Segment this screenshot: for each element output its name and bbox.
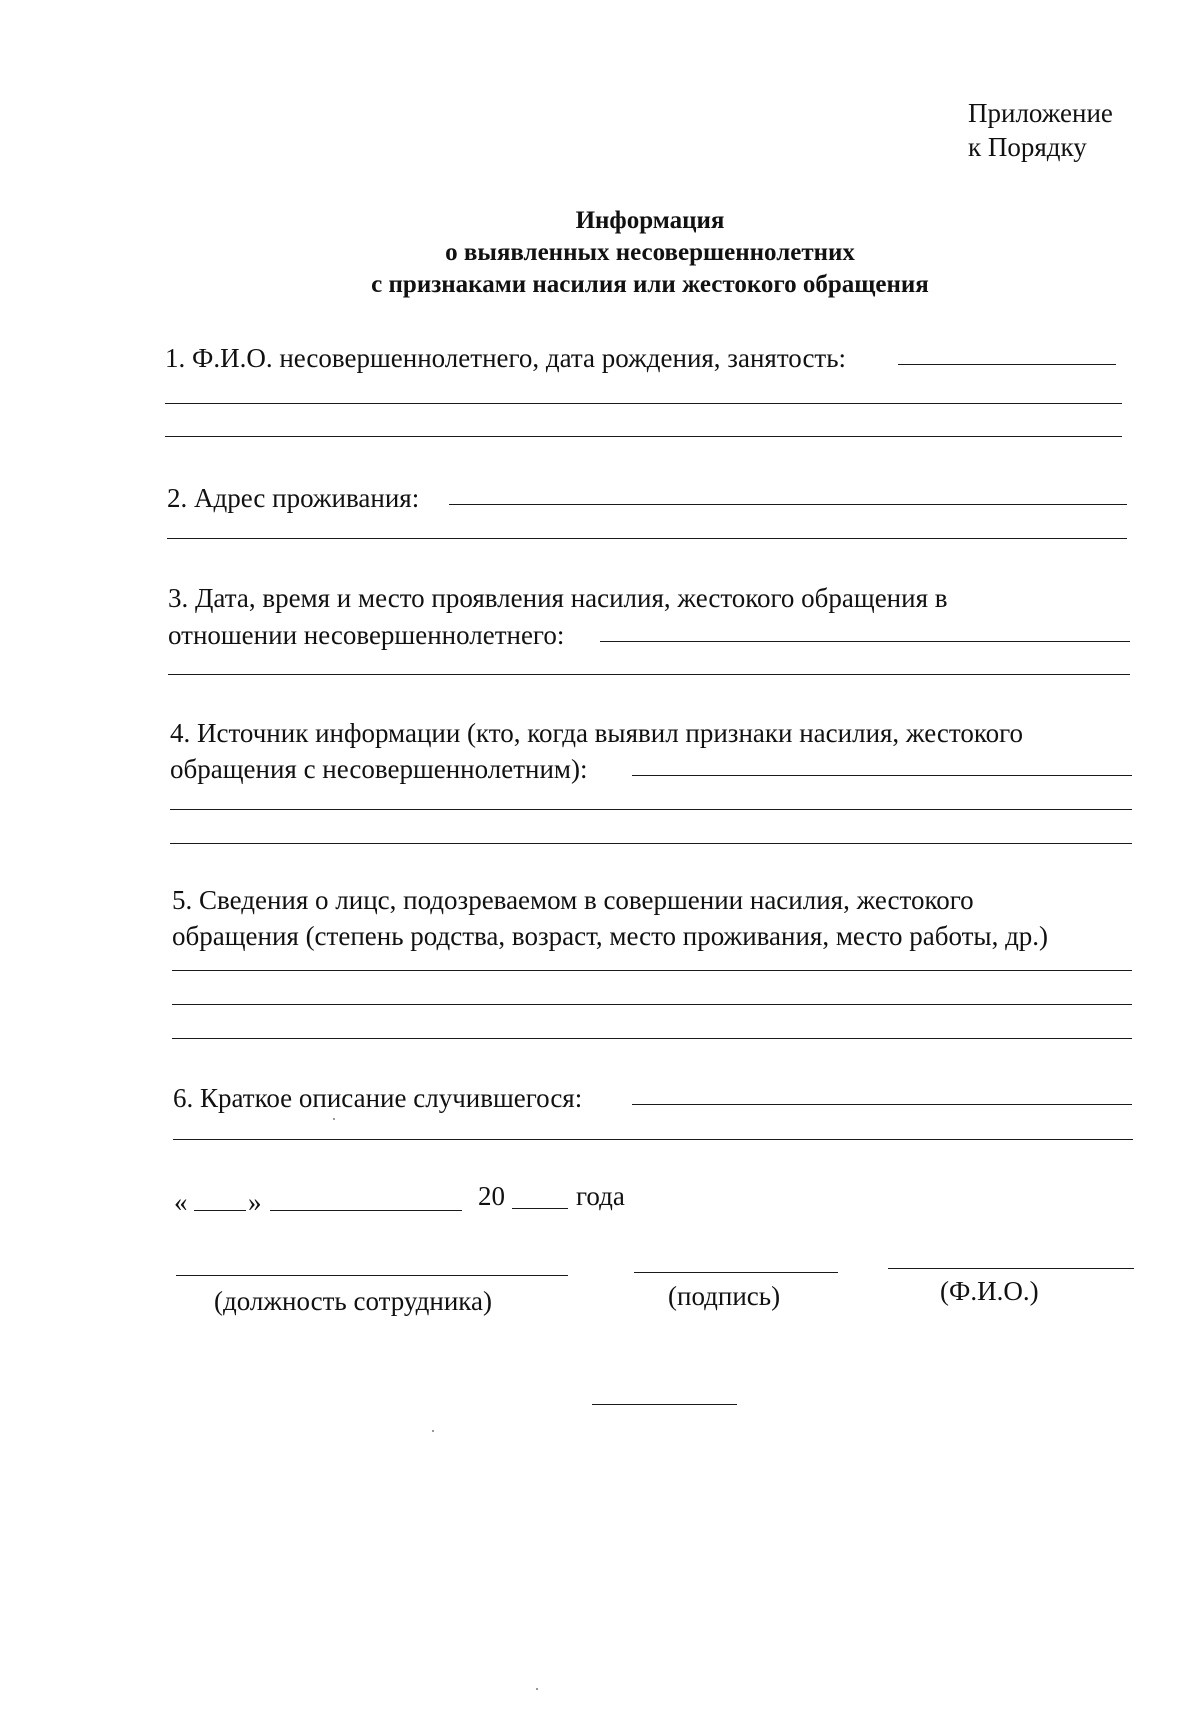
date-close-quote: » <box>248 1187 262 1217</box>
item-5-field-line-1[interactable] <box>172 970 1132 971</box>
date-day-field[interactable] <box>194 1210 246 1211</box>
signature-field[interactable] <box>634 1272 838 1273</box>
item-3-label-line-1: 3. Дата, время и место проявления насилия, жестокого обращения в <box>168 583 948 613</box>
scan-speck <box>536 1688 538 1690</box>
position-caption: (должность сотрудника) <box>214 1286 492 1316</box>
title-line-2: о выявленных несовершеннолетних <box>445 239 855 266</box>
date-year-prefix: 20 <box>478 1181 505 1211</box>
item-5-field-line-2[interactable] <box>172 1004 1132 1005</box>
item-6-field-line-2[interactable] <box>173 1139 1133 1140</box>
date-open-quote: « <box>174 1187 188 1217</box>
item-1-field-line-3[interactable] <box>165 436 1122 437</box>
item-4-label-line-1: 4. Источник информации (кто, когда выявил признаки насилия, жестокого <box>170 718 1023 748</box>
annex-line-2: к Порядку <box>968 132 1087 162</box>
item-1-field[interactable] <box>898 364 1116 365</box>
item-1-label: 1. Ф.И.О. несовершеннолетнего, дата рождения, занятость: <box>165 343 847 373</box>
item-6-field[interactable] <box>632 1104 1132 1105</box>
annex-header <box>968 96 1113 164</box>
item-2-label: 2. Адрес проживания: <box>167 483 420 513</box>
scan-speck <box>333 1118 335 1120</box>
date-year-suffix: года <box>576 1181 625 1211</box>
item-6-label: 6. Краткое описание случившегося: <box>173 1083 583 1113</box>
signature-caption: (подпись) <box>668 1281 781 1311</box>
item-2-field[interactable] <box>449 504 1127 505</box>
date-year-field[interactable] <box>512 1208 568 1209</box>
annex-line-1: Приложение <box>968 98 1113 128</box>
name-field[interactable] <box>888 1268 1134 1269</box>
document-title <box>300 205 1000 301</box>
item-4-field-line-2[interactable] <box>170 809 1132 810</box>
item-5-label-line-2: обращения (степень родства, возраст, место проживания, место работы, др.) <box>172 921 1049 951</box>
item-4-label-line-2: обращения с несовершеннолетним): <box>170 754 588 784</box>
scan-speck <box>432 1430 434 1432</box>
item-3-label-line-2: отношении несовершеннолетнего: <box>168 620 565 650</box>
item-3-field-line-2[interactable] <box>168 674 1130 675</box>
item-5-field-line-3[interactable] <box>172 1038 1132 1039</box>
name-caption: (Ф.И.О.) <box>940 1276 1039 1306</box>
item-3-field[interactable] <box>600 641 1130 642</box>
closing-separator <box>592 1404 737 1405</box>
position-field[interactable] <box>176 1275 568 1276</box>
title-line-3: с признаками насилия или жестокого обращения <box>371 271 929 298</box>
item-1-field-line-2[interactable] <box>165 403 1122 404</box>
title-line-1: Информация <box>575 207 725 234</box>
item-2-field-line-2[interactable] <box>167 538 1127 539</box>
item-4-field[interactable] <box>632 775 1132 776</box>
date-month-field[interactable] <box>270 1210 462 1211</box>
item-5-label-line-1: 5. Сведения о лицс, подозреваемом в совершении насилия, жестокого <box>172 885 974 915</box>
item-4-field-line-3[interactable] <box>170 843 1132 844</box>
